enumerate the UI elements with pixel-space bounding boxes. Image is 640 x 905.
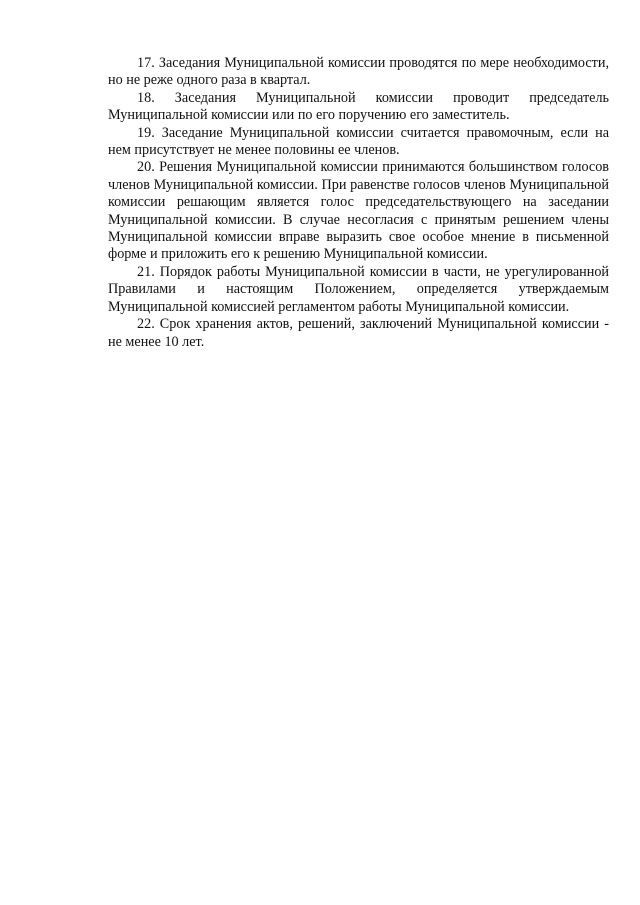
paragraph-19: 19. Заседание Муниципальной комиссии считается правомочным, если на нем присутствует не менее половины ее членов. — [108, 124, 609, 159]
paragraph-21: 21. Порядок работы Муниципальной комиссии в части, не урегулированной Правилами и настоящим Положением, определяется утверждаемым Муниципальной комиссией регламентом работы Муниципальной комиссии. — [108, 263, 609, 315]
paragraph-18: 18. Заседания Муниципальной комиссии проводит председатель Муниципальной комиссии или по его поручению его заместитель. — [108, 89, 609, 124]
paragraph-20: 20. Решения Муниципальной комиссии принимаются большинством голосов членов Муниципальной комиссии. При равенстве голосов членов Муниципальной комиссии решающим является голос председательствующего на заседании Муниципальной комиссии. В случае несогласия с принятым решением члены Муниципальной комиссии вправе выразить свое особое мнение в письменной форме и приложить его к решению Муниципальной комиссии. — [108, 159, 609, 263]
paragraph-17: 17. Заседания Муниципальной комиссии проводятся по мере необходимости, но не реже одного раза в квартал. — [108, 55, 609, 89]
document-page — [108, 55, 609, 351]
paragraph-22: 22. Срок хранения актов, решений, заключений Муниципальной комиссии - не менее 10 лет. — [108, 316, 609, 350]
